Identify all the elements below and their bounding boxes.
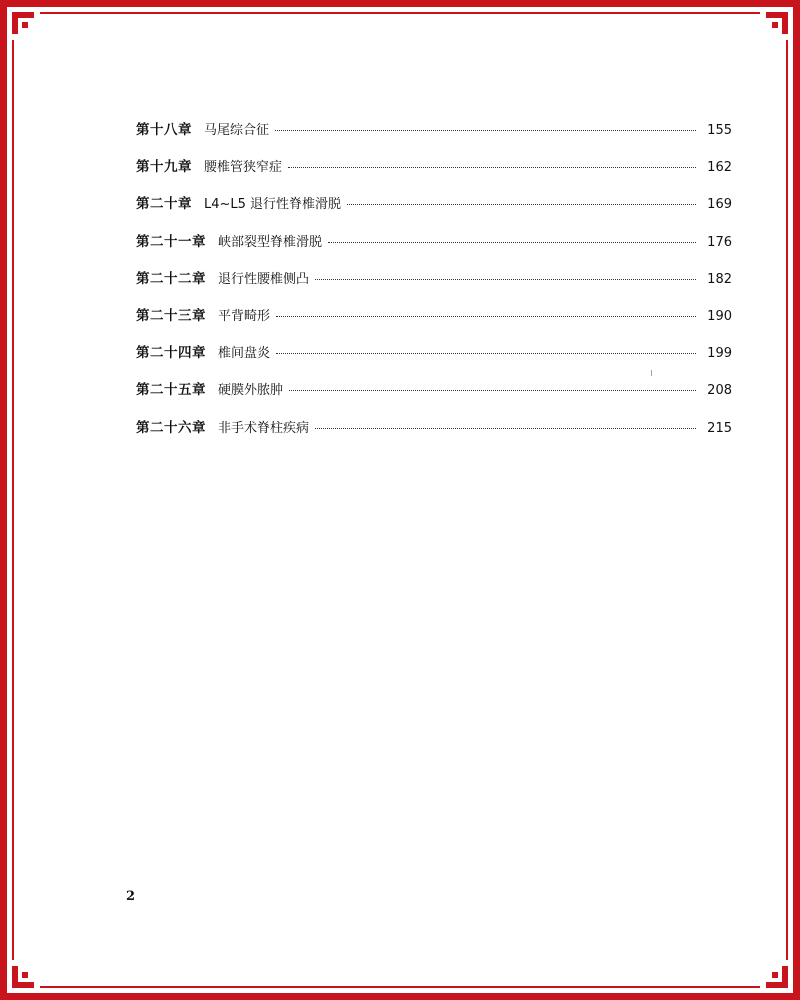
chapter-number: 第十九章: [136, 159, 192, 176]
chapter-title: 椎间盘炎: [218, 346, 271, 362]
dot-leader: [347, 204, 696, 205]
toc-entry[interactable]: [136, 118, 732, 155]
corner-ornament-top-left: [0, 0, 42, 42]
chapter-page: 182: [707, 271, 732, 287]
chapter-title: 平背畸形: [218, 308, 271, 324]
border-inner-left: [12, 40, 14, 960]
table-of-contents: [136, 118, 732, 453]
scan-speck: [651, 370, 652, 376]
toc-entry[interactable]: [136, 267, 732, 304]
corner-ornament-top-right: [758, 0, 800, 42]
chapter-page: 176: [707, 234, 732, 250]
toc-entry[interactable]: [136, 304, 732, 341]
border-left: [0, 0, 7, 1000]
border-inner-right: [786, 40, 788, 960]
chapter-title: 非手术脊柱疾病: [218, 420, 310, 436]
toc-entry[interactable]: [136, 155, 732, 192]
chapter-page: 162: [707, 160, 732, 176]
chapter-number: 第二十三章: [136, 307, 206, 324]
chapter-page: 190: [707, 308, 732, 324]
toc-entry[interactable]: [136, 341, 732, 378]
border-bottom: [0, 993, 800, 1000]
chapter-number: 第二十章: [136, 196, 192, 213]
toc-entry[interactable]: [136, 192, 732, 229]
border-right: [793, 0, 800, 1000]
chapter-title: 峡部裂型脊椎滑脱: [218, 234, 323, 250]
chapter-title: 硬膜外脓肿: [218, 383, 284, 399]
dot-leader: [328, 242, 696, 243]
corner-ornament-bottom-left: [0, 958, 42, 1000]
border-top: [0, 0, 800, 7]
dot-leader: [276, 316, 696, 317]
chapter-number: 第十八章: [136, 122, 192, 138]
dot-leader: [275, 130, 696, 131]
toc-entry[interactable]: [136, 230, 732, 267]
chapter-page: 199: [707, 346, 732, 362]
chapter-page: 155: [707, 123, 732, 138]
dot-leader: [315, 428, 696, 429]
dot-leader: [315, 279, 696, 280]
chapter-number: 第二十四章: [136, 345, 206, 362]
chapter-title: 退行性腰椎侧凸: [218, 271, 310, 287]
toc-entry[interactable]: [136, 416, 732, 453]
border-inner-bottom: [40, 986, 760, 988]
chapter-title: L4~L5 退行性脊椎滑脱: [204, 197, 342, 213]
chapter-number: 第二十二章: [136, 270, 206, 287]
page-number: 2: [126, 889, 136, 904]
toc-entry[interactable]: [136, 378, 732, 415]
chapter-number: 第二十一章: [136, 233, 206, 250]
chapter-page: 208: [707, 383, 732, 399]
corner-ornament-bottom-right: [758, 958, 800, 1000]
dot-leader: [276, 353, 696, 354]
chapter-title: 马尾综合征: [204, 123, 270, 138]
dot-leader: [289, 390, 696, 391]
chapter-number: 第二十五章: [136, 382, 206, 399]
chapter-page: 169: [707, 197, 732, 213]
border-inner-top: [40, 12, 760, 14]
chapter-page: 215: [707, 420, 732, 436]
chapter-number: 第二十六章: [136, 419, 206, 436]
chapter-title: 腰椎管狭窄症: [204, 160, 283, 176]
dot-leader: [288, 167, 696, 168]
